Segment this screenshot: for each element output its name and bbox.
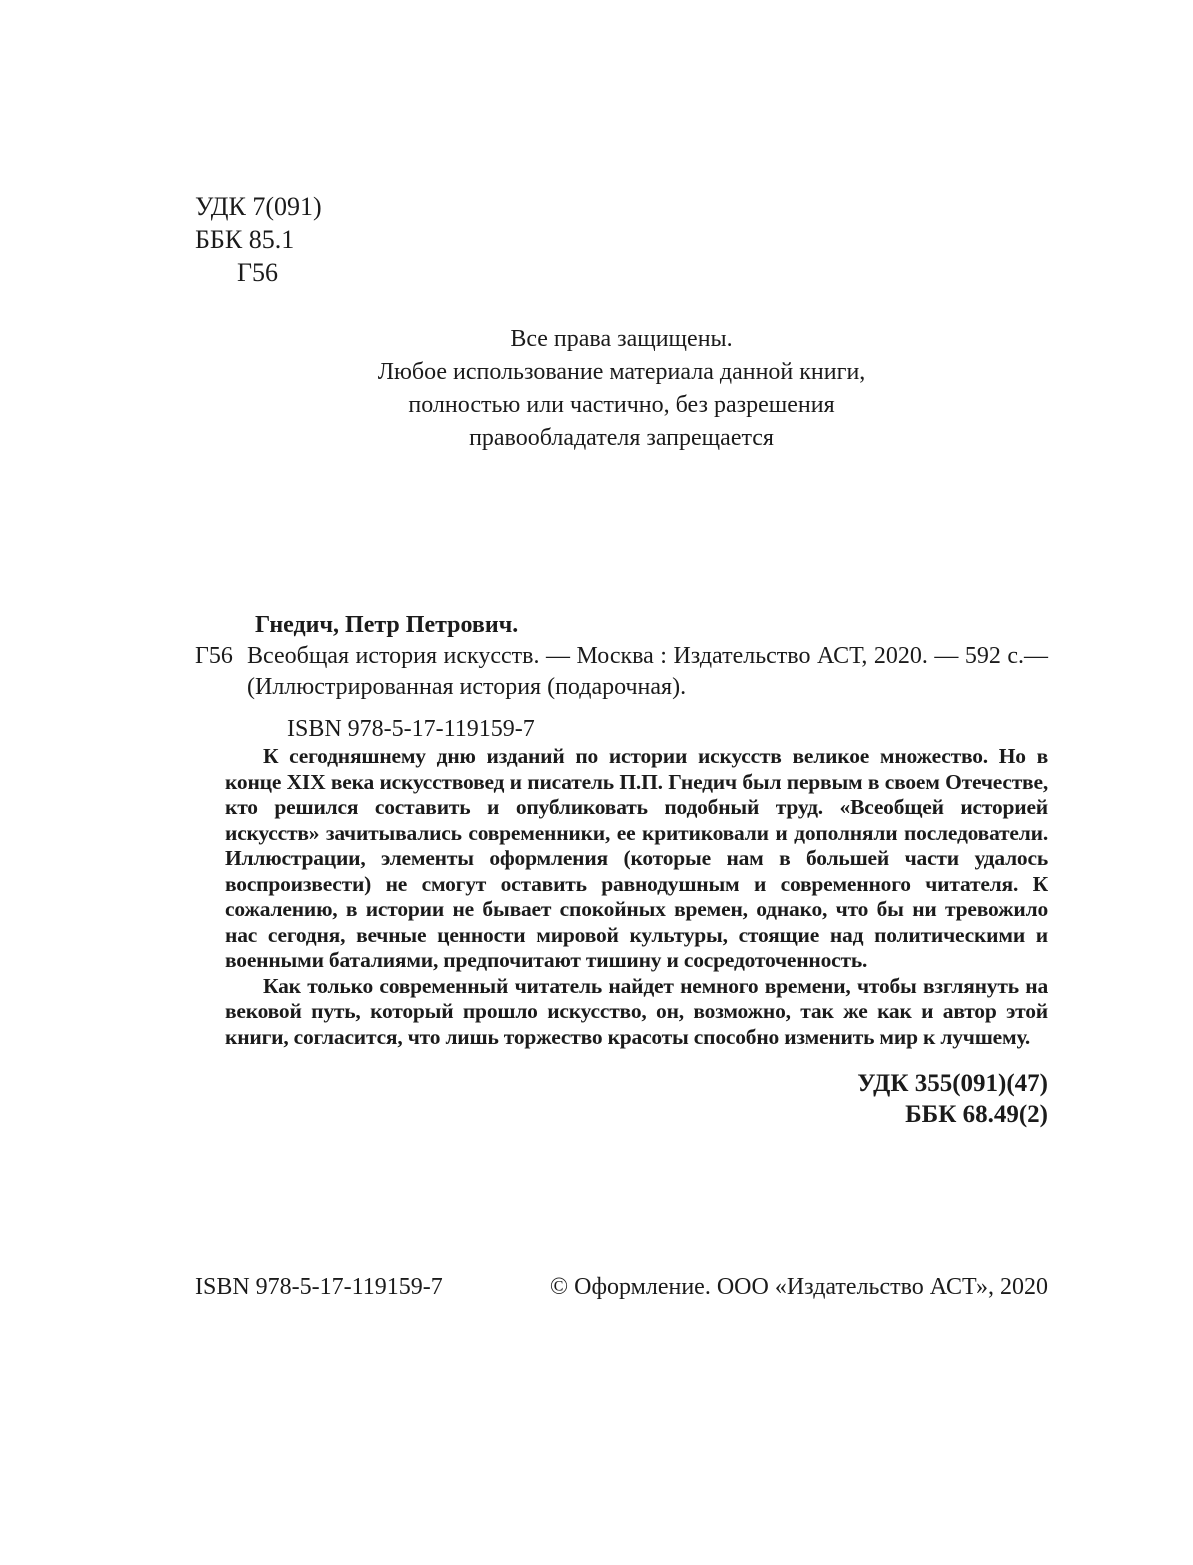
rights-line: Любое использование материала данной книги, [377, 359, 866, 385]
rights-line: правообладателя запрещается [469, 425, 774, 451]
footer-isbn: ISBN 978-5-17-119159-7 [195, 1274, 443, 1300]
bbk-code-bottom: ББК 68.49(2) [905, 1101, 1048, 1128]
rights-notice [195, 323, 1048, 455]
catalog-isbn: ISBN 978-5-17-119159-7 [287, 716, 535, 742]
annotation-paragraph-2: Как только современный читатель найдет немного времени, чтобы взглянуть на вековой путь, который прошло искусство, он, возможно, так же как и автор этой книги, согласится, что лишь торжество красоты способно изменить мир к лучшему. [225, 973, 1048, 1049]
annotation-paragraph-1: К сегодняшнему дню изданий по истории искусств великое множество. Но в конце XIX века искусствовед и писатель П.П. Гнедич был первым в своем Отечестве, кто решился составить и опубликовать подобный труд. «Всеобщей историей искусств» зачитывались современники, ее критиковали и дополняли последователи. Иллюстрации, элементы оформления (которые нам в большей части удалось воспроизвести) не смогут оставить равнодушным и современного читателя. К сожалению, в истории не бывает спокойных времен, однако, что бы ни тревожило нас сегодня, вечные ценности мировой культуры, стоящие над политическими и военными баталиями, предпочитают тишину и сосредоточенность. [225, 744, 1048, 972]
udk-code-bottom: УДК 355(091)(47) [857, 1070, 1048, 1097]
top-classification-block [195, 190, 1048, 289]
udk-code-top: УДК 7(091) [195, 192, 322, 221]
catalog-card [195, 610, 1048, 745]
rights-line: Все права защищены. [510, 326, 733, 352]
annotation-block [225, 744, 1048, 1050]
footer-copyright: © Оформление. ООО «Издательство АСТ», 2020 [549, 1274, 1048, 1300]
catalog-description-row [195, 641, 1048, 703]
bbk-code-top: ББК 85.1 [195, 225, 295, 254]
footer-line [195, 1274, 1048, 1301]
author-sign-top: Г56 [237, 258, 279, 287]
rights-line: полностью или частично, без разрешения [408, 392, 835, 418]
catalog-author: Гнедич, Петр Петрович. [255, 612, 519, 638]
bottom-classification-block [195, 1068, 1048, 1130]
author-sign-entry: Г56 [195, 643, 233, 669]
catalog-description: Всеобщая история искусств. — Москва : Издательство АСТ, 2020. — 592 с.— (Иллюстрированная история (подарочная). [247, 643, 1048, 700]
